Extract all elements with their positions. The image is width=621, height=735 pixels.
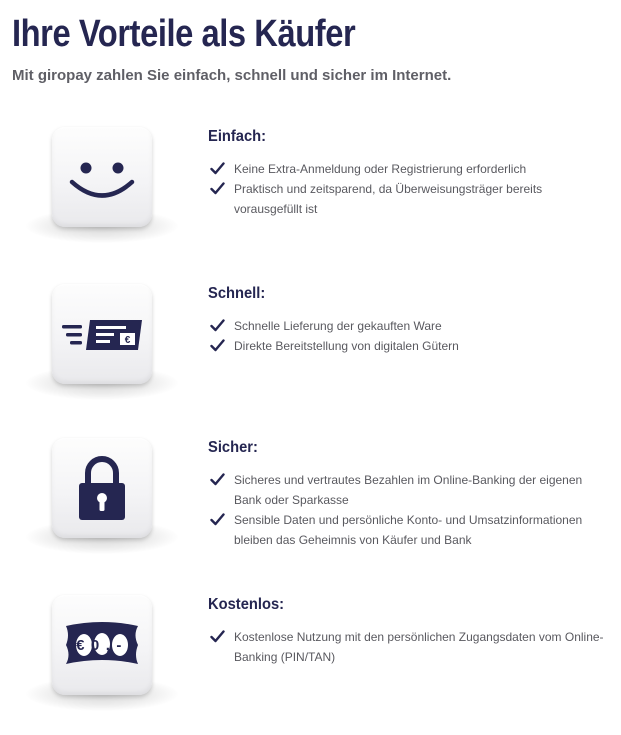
benefit-title: Schnell: [208,285,266,302]
benefit-list [208,159,608,219]
icon-tile [26,284,178,409]
list-item-text: Direkte Bereitstellung von digitalen Gütern [234,339,459,353]
euro-sign-label: € [124,335,131,346]
benefit-list [208,470,608,550]
smiley-icon [52,127,152,227]
benefit-einfach [0,127,621,267]
page-title: Ihre Vorteile als Käufer [12,13,356,55]
checkmark-icon [210,339,225,352]
benefit-list [208,627,608,667]
banknote-label: €0,- [76,637,128,654]
euro-banknote-icon [52,595,152,695]
list-item [208,470,608,510]
benefit-title: Sicher: [208,439,258,456]
icon-tile [26,127,178,252]
icon-tile [26,595,178,720]
checkmark-icon [210,630,225,643]
benefit-title: Einfach: [208,128,267,145]
page-subtitle: Mit giropay zahlen Sie einfach, schnell und sicher im Internet. [12,67,452,84]
benefit-list [208,316,608,356]
benefit-kostenlos [0,595,621,735]
icon-tile [26,438,178,563]
checkmark-icon [210,182,225,195]
list-item-text: Schnelle Lieferung der gekauften Ware [234,319,442,333]
benefit-sicher [0,438,621,578]
benefit-schnell [0,284,621,424]
checkmark-icon [210,319,225,332]
checkmark-icon [210,162,225,175]
list-item [208,179,608,219]
padlock-icon [52,438,152,538]
list-item [208,316,608,336]
checkmark-icon [210,473,225,486]
checkmark-icon [210,513,225,526]
list-item [208,336,608,356]
fast-transfer-icon [52,284,152,384]
list-item-text: Praktisch und zeitsparend, da Überweisungsträger bereits vorausgefüllt ist [234,182,543,216]
list-item-text: Keine Extra-Anmeldung oder Registrierung erforderlich [234,162,527,176]
benefit-title: Kostenlos: [208,596,285,613]
list-item [208,627,608,667]
list-item-text: Sensible Daten und persönliche Konto- und Umsatzinformationen bleiben das Geheimnis von Käufer und Bank [234,513,583,547]
list-item-text: Sicheres und vertrautes Bezahlen im Online-Banking der eigenen Bank oder Sparkasse [234,473,583,507]
list-item [208,510,608,550]
list-item [208,159,608,179]
list-item-text: Kostenlose Nutzung mit den persönlichen Zugangsdaten vom Online-Banking (PIN/TAN) [234,630,604,664]
